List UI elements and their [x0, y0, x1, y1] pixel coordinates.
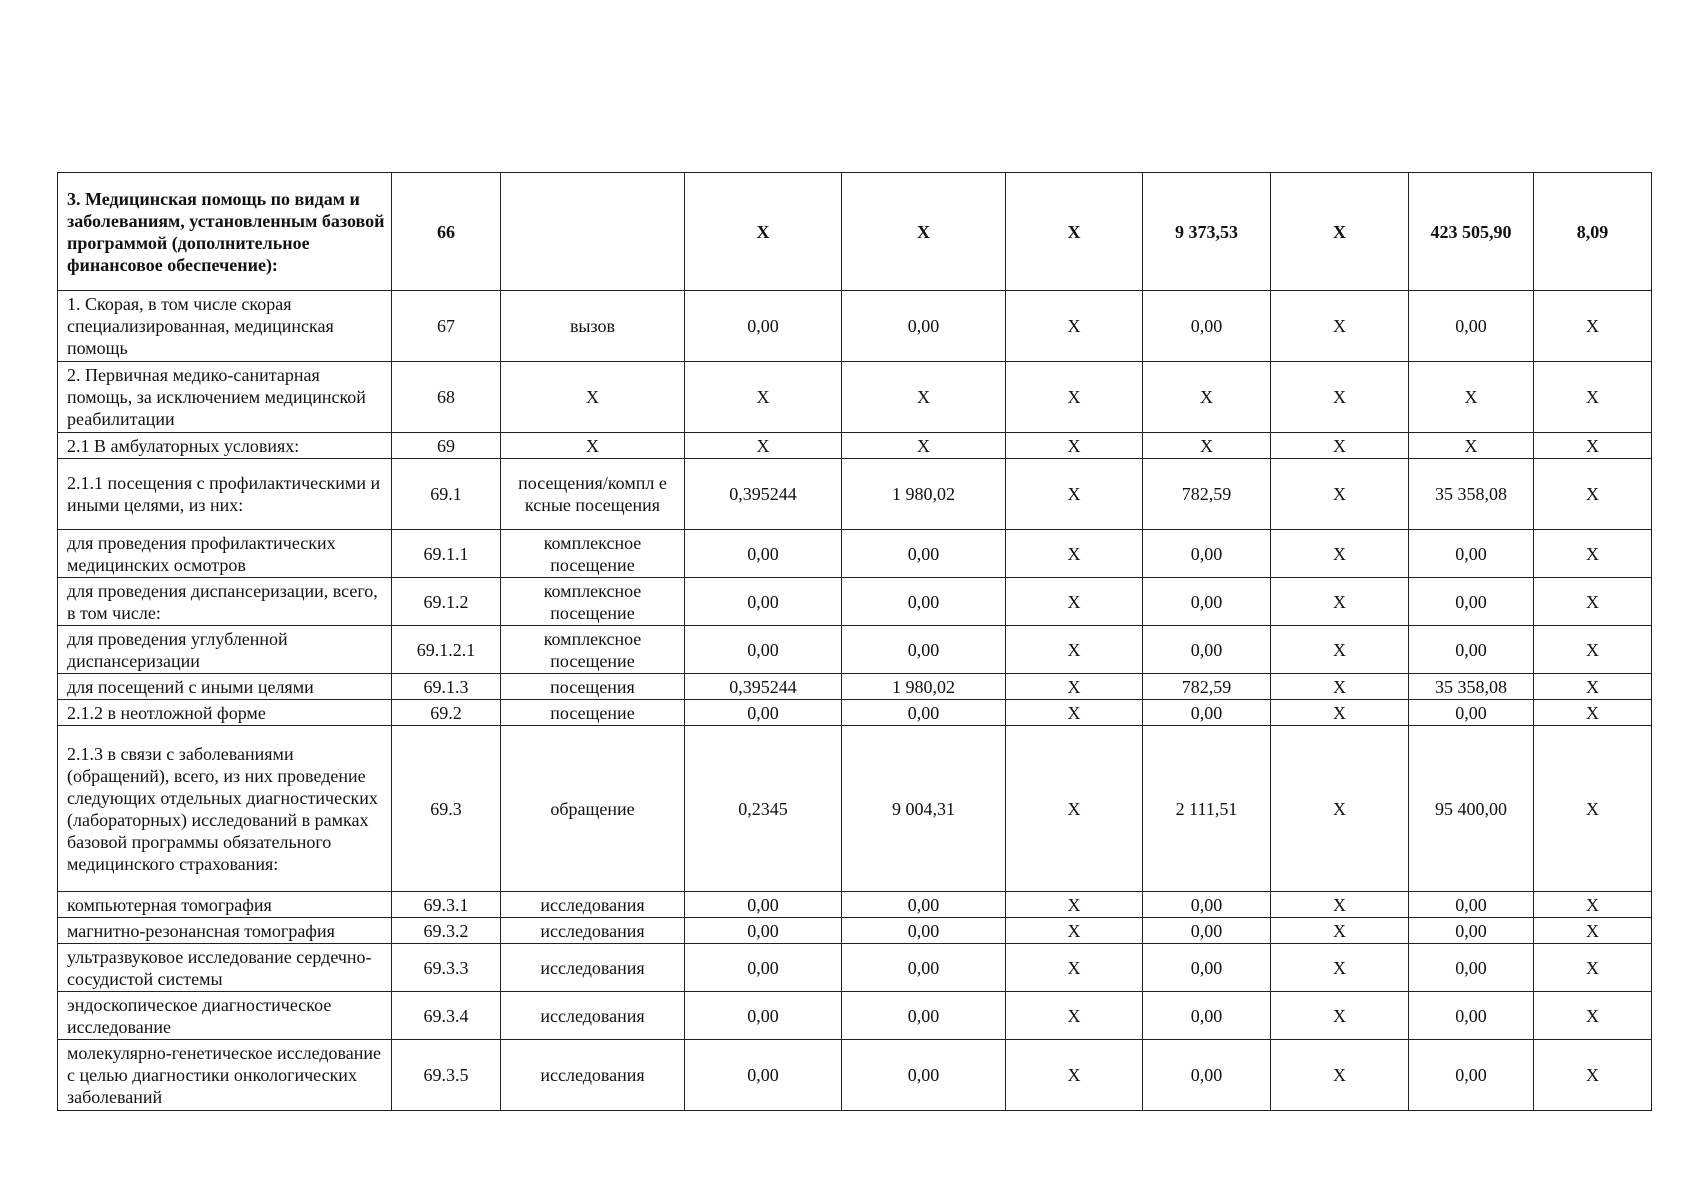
row-name-cell: ультразвуковое исследование сердечно-сосудистой системы	[58, 944, 392, 992]
value-cell: 0,00	[1143, 992, 1271, 1040]
value-cell: X	[1534, 1040, 1652, 1111]
row-code-cell: 69.3.4	[392, 992, 501, 1040]
row-code-cell: 69.3	[392, 726, 501, 892]
table-row	[58, 992, 1652, 1040]
row-code-cell: 66	[392, 173, 501, 291]
value-cell: 0,00	[842, 578, 1006, 626]
value-cell: X	[1006, 700, 1143, 726]
row-code-cell: 69.3.1	[392, 892, 501, 918]
value-cell: X	[1006, 674, 1143, 700]
row-name-cell: магнитно-резонансная томография	[58, 918, 392, 944]
value-cell: 0,00	[685, 700, 842, 726]
value-cell: X	[1409, 433, 1534, 459]
table-row	[58, 578, 1652, 626]
value-cell: X	[1534, 530, 1652, 578]
value-cell: X	[1271, 459, 1409, 530]
row-name-cell: для проведения диспансеризации, всего, в том числе:	[58, 578, 392, 626]
value-cell: 782,59	[1143, 459, 1271, 530]
row-code-cell: 69.1	[392, 459, 501, 530]
unit-cell: исследования	[501, 1040, 685, 1111]
value-cell: X	[1006, 892, 1143, 918]
value-cell: 0,00	[842, 992, 1006, 1040]
value-cell: X	[1006, 918, 1143, 944]
value-cell: 0,00	[1143, 1040, 1271, 1111]
table-row	[58, 892, 1652, 918]
value-cell: X	[1271, 726, 1409, 892]
unit-cell: исследования	[501, 992, 685, 1040]
value-cell: 782,59	[1143, 674, 1271, 700]
value-cell: X	[1534, 626, 1652, 674]
value-cell: X	[1534, 433, 1652, 459]
value-cell: 423 505,90	[1409, 173, 1534, 291]
value-cell: 0,00	[842, 626, 1006, 674]
table-row	[58, 291, 1652, 362]
unit-cell: исследования	[501, 944, 685, 992]
value-cell: 0,00	[1143, 530, 1271, 578]
unit-cell: комплексное посещение	[501, 578, 685, 626]
value-cell: 95 400,00	[1409, 726, 1534, 892]
row-name-cell: 1. Скорая, в том числе скорая специализированная, медицинская помощь	[58, 291, 392, 362]
row-name-cell: 2.1.3 в связи с заболеваниями (обращений), всего, из них проведение следующих отдельных диагностических (лабораторных) исследований в рамках базовой программы обязательного медицинского страхования:	[58, 726, 392, 892]
value-cell: 0,00	[685, 992, 842, 1040]
value-cell: X	[1271, 992, 1409, 1040]
value-cell: 0,00	[842, 1040, 1006, 1111]
table-row	[58, 433, 1652, 459]
row-name-cell: для проведения углубленной диспансеризации	[58, 626, 392, 674]
value-cell: 9 373,53	[1143, 173, 1271, 291]
unit-cell: комплексное посещение	[501, 626, 685, 674]
row-name-cell: 2.1.1 посещения с профилактическими и иными целями, из них:	[58, 459, 392, 530]
value-cell: X	[1271, 173, 1409, 291]
row-code-cell: 69.1.1	[392, 530, 501, 578]
value-cell: 35 358,08	[1409, 674, 1534, 700]
value-cell: X	[842, 173, 1006, 291]
value-cell: X	[1006, 626, 1143, 674]
value-cell: X	[1271, 626, 1409, 674]
value-cell: X	[1006, 433, 1143, 459]
value-cell: 0,00	[842, 892, 1006, 918]
value-cell: X	[1534, 291, 1652, 362]
value-cell: 0,00	[685, 892, 842, 918]
value-cell: X	[1143, 362, 1271, 433]
unit-cell: X	[501, 362, 685, 433]
value-cell: X	[1271, 892, 1409, 918]
row-code-cell: 69.1.2.1	[392, 626, 501, 674]
value-cell: X	[685, 173, 842, 291]
value-cell: X	[1271, 944, 1409, 992]
unit-cell: исследования	[501, 892, 685, 918]
value-cell: X	[842, 433, 1006, 459]
value-cell: X	[1534, 892, 1652, 918]
value-cell: X	[1534, 944, 1652, 992]
table-row	[58, 530, 1652, 578]
value-cell: 0,00	[1409, 626, 1534, 674]
value-cell: X	[1271, 578, 1409, 626]
table-row	[58, 674, 1652, 700]
value-cell: X	[1271, 362, 1409, 433]
value-cell: X	[1534, 726, 1652, 892]
value-cell: X	[1143, 433, 1271, 459]
value-cell: 0,00	[685, 918, 842, 944]
value-cell: 0,00	[685, 291, 842, 362]
value-cell: 0,00	[1143, 626, 1271, 674]
row-name-cell: компьютерная томография	[58, 892, 392, 918]
value-cell: 0,00	[1409, 1040, 1534, 1111]
table-row	[58, 173, 1652, 291]
unit-cell: посещения/компл е ксные посещения	[501, 459, 685, 530]
value-cell: X	[1271, 700, 1409, 726]
value-cell: X	[1534, 700, 1652, 726]
value-cell: 0,00	[685, 1040, 842, 1111]
value-cell: X	[1271, 918, 1409, 944]
unit-cell: вызов	[501, 291, 685, 362]
value-cell: X	[685, 433, 842, 459]
value-cell: 0,395244	[685, 674, 842, 700]
table-row	[58, 1040, 1652, 1111]
value-cell: X	[1271, 674, 1409, 700]
row-name-cell: 2. Первичная медико-санитарная помощь, за исключением медицинской реабилитации	[58, 362, 392, 433]
value-cell: 2 111,51	[1143, 726, 1271, 892]
value-cell: 0,00	[1409, 700, 1534, 726]
row-code-cell: 69.1.2	[392, 578, 501, 626]
value-cell: X	[1006, 1040, 1143, 1111]
row-code-cell: 67	[392, 291, 501, 362]
table-row	[58, 918, 1652, 944]
value-cell: X	[1006, 578, 1143, 626]
value-cell: X	[685, 362, 842, 433]
value-cell: 0,00	[685, 530, 842, 578]
value-cell: 0,00	[1143, 944, 1271, 992]
row-code-cell: 69.3.2	[392, 918, 501, 944]
value-cell: 0,00	[842, 918, 1006, 944]
value-cell: X	[1006, 459, 1143, 530]
row-name-cell: 2.1.2 в неотложной форме	[58, 700, 392, 726]
value-cell: X	[1006, 530, 1143, 578]
value-cell: 0,00	[842, 944, 1006, 992]
unit-cell: комплексное посещение	[501, 530, 685, 578]
value-cell: 0,00	[1409, 944, 1534, 992]
value-cell: X	[1271, 530, 1409, 578]
row-code-cell: 69.3.5	[392, 1040, 501, 1111]
row-name-cell: для проведения профилактических медицинских осмотров	[58, 530, 392, 578]
value-cell: 0,00	[842, 530, 1006, 578]
unit-cell	[501, 173, 685, 291]
value-cell: 0,2345	[685, 726, 842, 892]
value-cell: 0,00	[685, 626, 842, 674]
table-row	[58, 726, 1652, 892]
value-cell: 0,00	[1143, 578, 1271, 626]
unit-cell: X	[501, 433, 685, 459]
row-code-cell: 69.2	[392, 700, 501, 726]
value-cell: X	[1409, 362, 1534, 433]
row-code-cell: 69.1.3	[392, 674, 501, 700]
value-cell: 0,00	[842, 291, 1006, 362]
value-cell: 0,00	[1409, 892, 1534, 918]
row-code-cell: 69.3.3	[392, 944, 501, 992]
value-cell: X	[1006, 944, 1143, 992]
table-row	[58, 700, 1652, 726]
value-cell: 1 980,02	[842, 459, 1006, 530]
value-cell: 35 358,08	[1409, 459, 1534, 530]
unit-cell: обращение	[501, 726, 685, 892]
value-cell: X	[1534, 674, 1652, 700]
row-name-cell: эндоскопическое диагностическое исследование	[58, 992, 392, 1040]
value-cell: 0,00	[685, 944, 842, 992]
value-cell: X	[1006, 291, 1143, 362]
unit-cell: посещения	[501, 674, 685, 700]
value-cell: X	[1271, 1040, 1409, 1111]
row-code-cell: 68	[392, 362, 501, 433]
value-cell: X	[1006, 362, 1143, 433]
row-name-cell: 2.1 В амбулаторных условиях:	[58, 433, 392, 459]
value-cell: X	[1534, 362, 1652, 433]
value-cell: 9 004,31	[842, 726, 1006, 892]
value-cell: X	[1271, 291, 1409, 362]
table-row	[58, 362, 1652, 433]
value-cell: X	[1534, 918, 1652, 944]
row-name-cell: 3. Медицинская помощь по видам и заболеваниям, установленным базовой программой (дополнительное финансовое обеспечение):	[58, 173, 392, 291]
value-cell: 0,00	[1409, 291, 1534, 362]
value-cell: 0,00	[842, 700, 1006, 726]
value-cell: 0,00	[1409, 530, 1534, 578]
value-cell: 0,00	[1409, 578, 1534, 626]
unit-cell: исследования	[501, 918, 685, 944]
value-cell: 0,395244	[685, 459, 842, 530]
table-row	[58, 944, 1652, 992]
value-cell: 0,00	[1143, 700, 1271, 726]
row-name-cell: молекулярно-генетическое исследование с целью диагностики онкологических заболеваний	[58, 1040, 392, 1111]
value-cell: X	[1006, 726, 1143, 892]
medical-care-table	[57, 172, 1652, 1111]
value-cell: X	[1006, 173, 1143, 291]
value-cell: 8,09	[1534, 173, 1652, 291]
unit-cell: посещение	[501, 700, 685, 726]
value-cell: X	[1271, 433, 1409, 459]
row-name-cell: для посещений с иными целями	[58, 674, 392, 700]
value-cell: 0,00	[1409, 992, 1534, 1040]
value-cell: 1 980,02	[842, 674, 1006, 700]
value-cell: X	[1006, 992, 1143, 1040]
value-cell: X	[1534, 578, 1652, 626]
table-row	[58, 626, 1652, 674]
value-cell: 0,00	[1143, 892, 1271, 918]
row-code-cell: 69	[392, 433, 501, 459]
value-cell: X	[842, 362, 1006, 433]
value-cell: 0,00	[1143, 918, 1271, 944]
value-cell: 0,00	[1409, 918, 1534, 944]
value-cell: X	[1534, 459, 1652, 530]
value-cell: 0,00	[1143, 291, 1271, 362]
table-row	[58, 459, 1652, 530]
value-cell: 0,00	[685, 578, 842, 626]
value-cell: X	[1534, 992, 1652, 1040]
